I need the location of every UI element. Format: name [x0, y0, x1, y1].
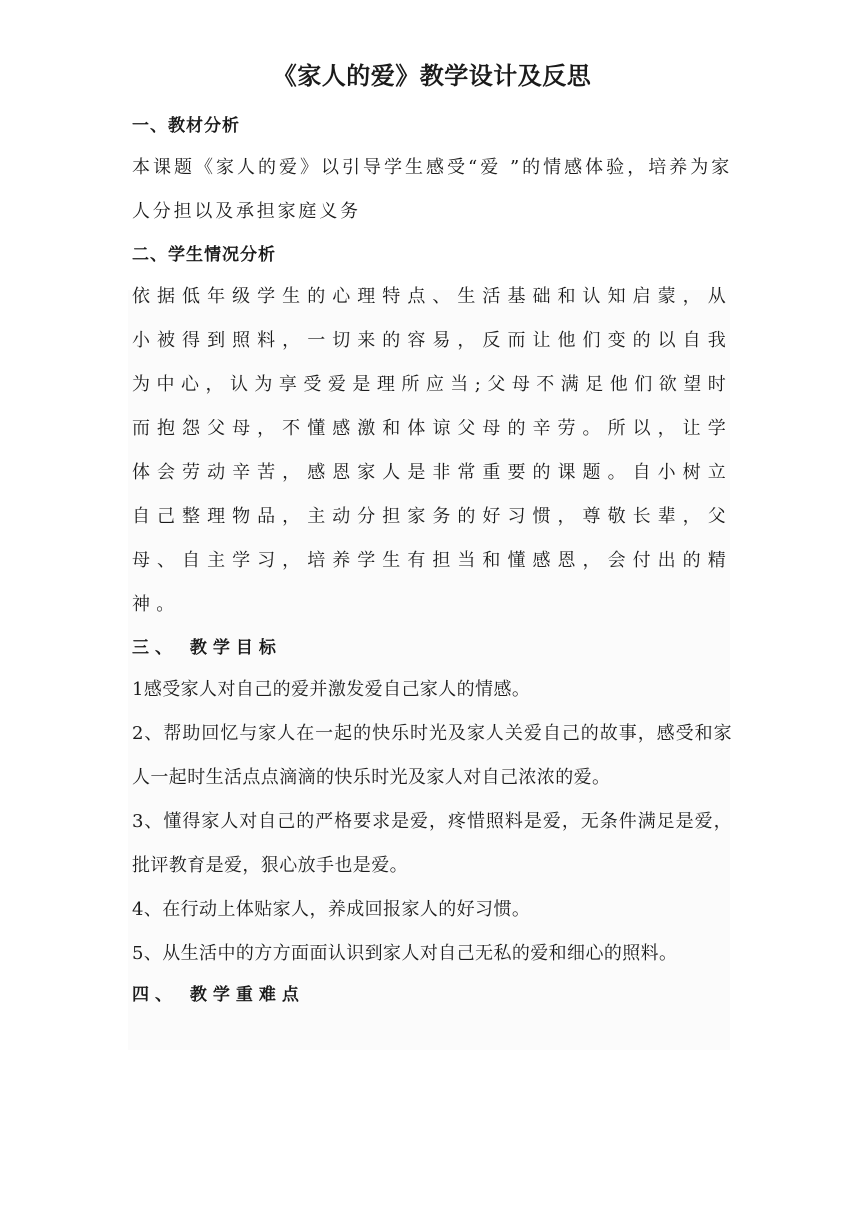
list-item: 4、在行动上体贴家人，养成回报家人的好习惯。 — [132, 899, 531, 920]
section-paragraph-student-analysis: 依据低年级学生的心理特点、生活基础和认知启蒙，从小被得到照料，一切来的容易，反而让他们变的以自我为中心，认为享受爱是理所应当;父母不满足他们欲望时而抱怨父母，不懂感激和体谅父母的辛劳。所以，让学体会劳动辛苦，感恩家人是非常重要的课题。自小树立自己整理物品，主动分担家务的好习惯，尊敬长辈，父母、自主学习，培养学生有担当和懂感恩，会付出的精神。 — [132, 286, 732, 615]
list-item: 1感受家人对自己的爱并激发爱自己家人的情感。 — [132, 679, 531, 700]
section-heading-teaching-goals: 三、 教学目标 — [132, 638, 282, 658]
section-heading-student-analysis: 二、学生情况分析 — [132, 245, 276, 265]
list-item: 5、从生活中的方方面面认识到家人对自己无私的爱和细心的照料。 — [132, 943, 678, 964]
section-heading-key-difficulties: 四、 教学重难点 — [132, 985, 305, 1005]
section-paragraph-textbook-analysis: 本课题《家人的爱》以引导学生感受“爱 ”的情感体验，培养为家人分担以及承担家庭义务 — [132, 157, 732, 222]
section-heading-textbook-analysis: 一、教材分析 — [132, 116, 240, 136]
teaching-goals-list — [132, 668, 732, 976]
document-title: 《家人的爱》教学设计及反思 — [272, 62, 592, 90]
list-item: 3、懂得家人对自己的严格要求是爱，疼惜照料是爱，无条件满足是爱，批评教育是爱，狠心放手也是爱。 — [132, 811, 732, 876]
list-item: 2、帮助回忆与家人在一起的快乐时光及家人关爱自己的故事，感受和家人一起时生活点点滴滴的快乐时光及家人对自己浓浓的爱。 — [132, 723, 732, 788]
document-content — [132, 56, 732, 1015]
